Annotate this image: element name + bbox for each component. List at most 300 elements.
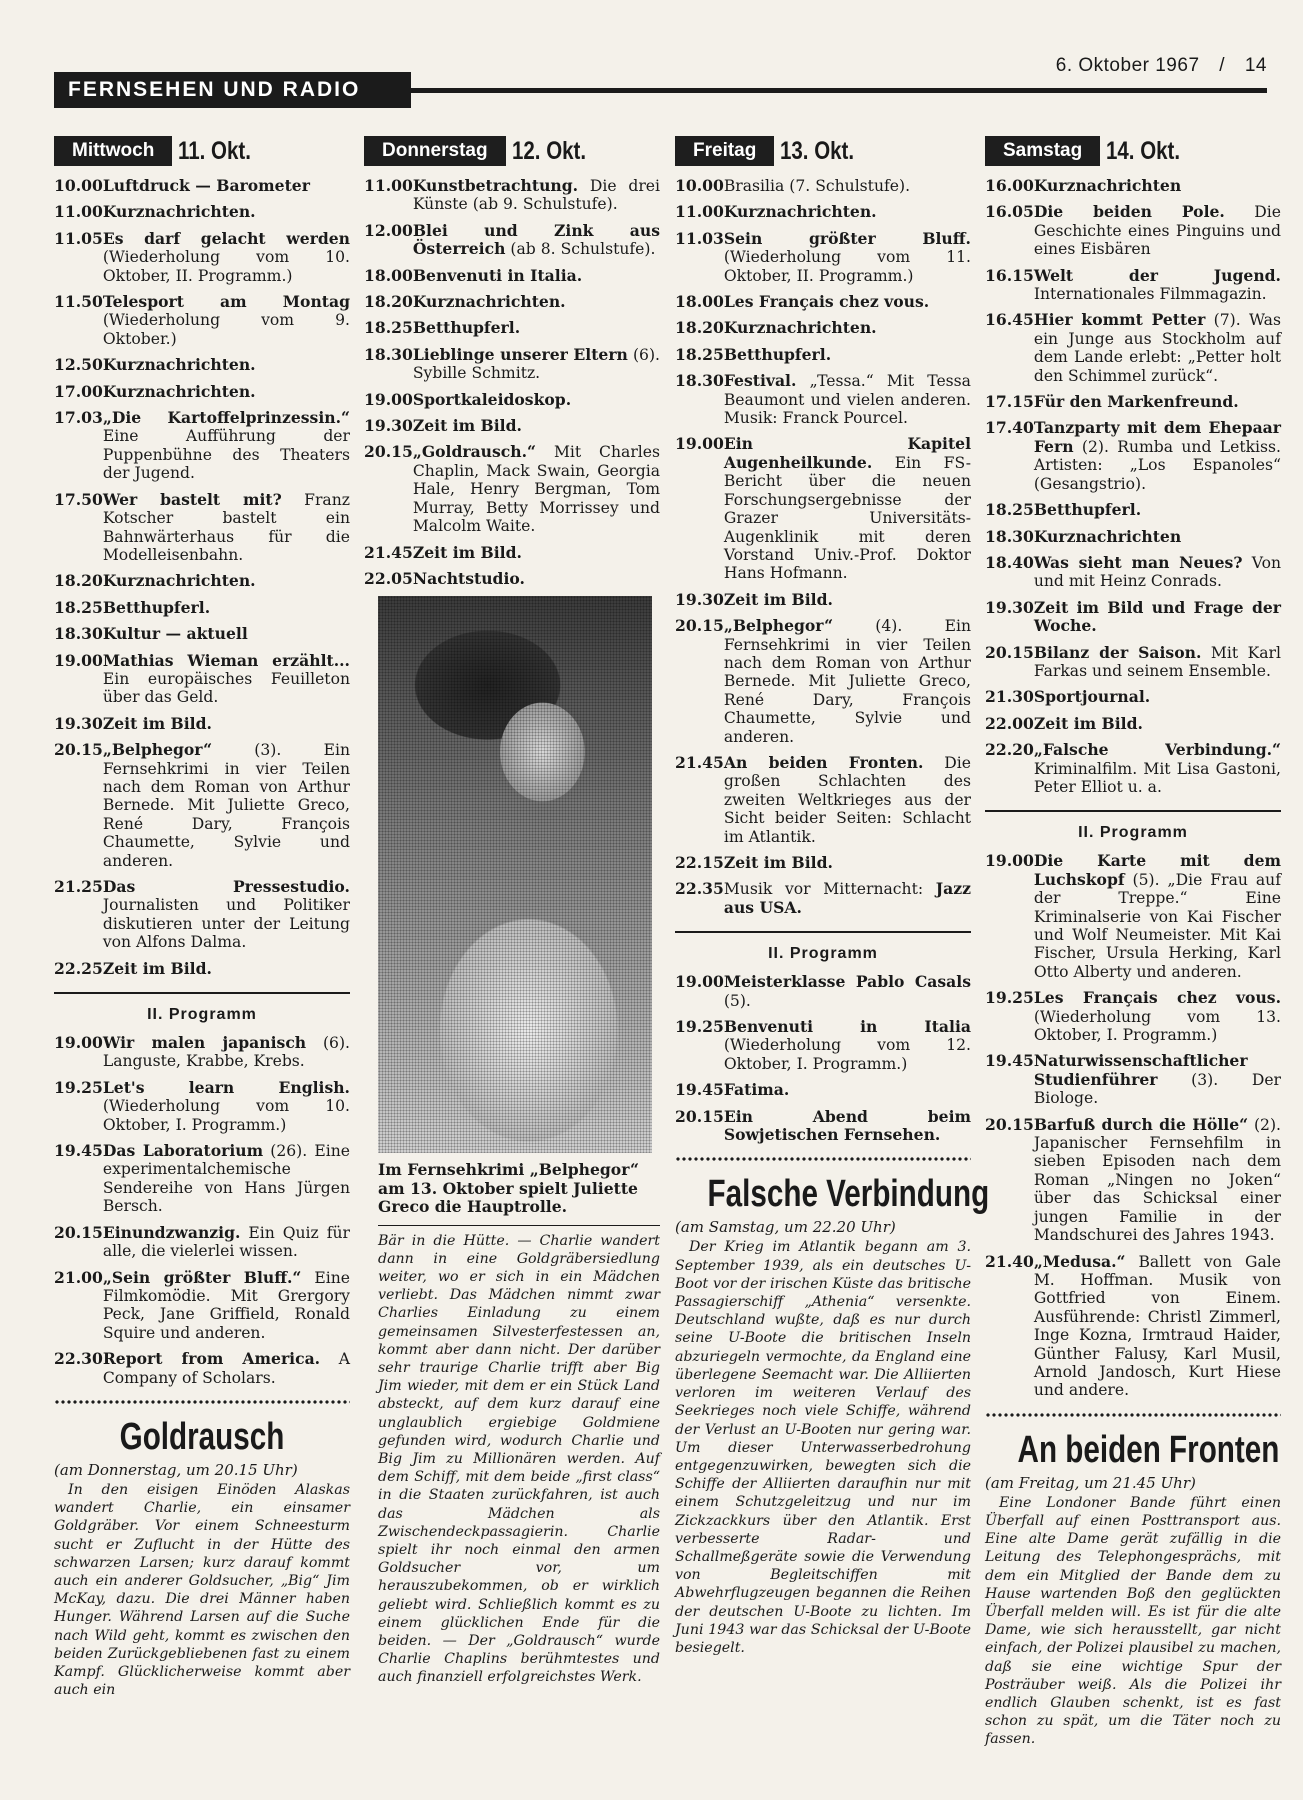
entry-description xyxy=(724,293,971,311)
entry-text: (Wiederholung vom 10. Oktober, II. Programm.) xyxy=(102,248,350,285)
entry-text: Die großen Schlachten des zweiten Weltkrieges aus der Sicht beider Seiten: Schlacht im Atlantik. xyxy=(723,753,971,846)
entry-time: 21.40 xyxy=(985,1251,1034,1271)
entry-description xyxy=(724,617,971,746)
schedule-list xyxy=(985,177,1281,796)
entry-description xyxy=(724,854,971,872)
entry-time: 16.05 xyxy=(985,202,1034,222)
entry-title: Telesport am Montag xyxy=(102,292,350,312)
entry-description xyxy=(103,230,350,285)
entry-text: (6). Sybille Schmitz. xyxy=(412,345,660,383)
entry-description xyxy=(724,1081,971,1099)
entry-description xyxy=(103,409,350,483)
entry-time: 19.45 xyxy=(985,1051,1034,1071)
schedule-entry xyxy=(675,1081,971,1099)
schedule-entry xyxy=(675,754,971,846)
schedule-entry xyxy=(54,652,350,707)
entry-description xyxy=(1034,688,1281,706)
entry-text: (3). Der Biologe. xyxy=(1033,1070,1281,1108)
entry-description xyxy=(103,741,350,870)
entry-description xyxy=(103,878,350,952)
schedule-entry xyxy=(675,435,971,582)
entry-title: Naturwissenschaftlicher Studienführer xyxy=(1033,1051,1248,1089)
entry-time: 18.25 xyxy=(675,344,724,364)
day-date: 12. Okt. xyxy=(511,136,586,165)
entry-text: Journalisten und Politiker diskutieren unter der Leitung von Alfons Dalma. xyxy=(102,896,350,952)
entry-title: Benvenuti in Italia. xyxy=(412,265,583,285)
entry-title: Kurznachrichten xyxy=(1033,176,1182,195)
entry-text: (Wiederholung vom 10. Oktober, I. Programm.) xyxy=(102,1097,350,1134)
entry-time: 11.05 xyxy=(54,228,103,248)
entry-description xyxy=(1034,393,1281,411)
entry-time: 19.25 xyxy=(54,1077,103,1097)
entry-time: 19.45 xyxy=(675,1080,724,1100)
schedule-entry xyxy=(364,267,660,285)
article-body-continued: Bär in die Hütte. — Charlie wandert dann in eine Goldgräbersiedlung weiter, wo er sich in ein Mädchen verliebt. Das Mädchen nimmt zwar Charlies Einladung zu einem gemeinsamen Silvesterfestessen an, kommt aber dann nicht. Der darüber sehr traurige Charlie trifft aber Big Jim wieder, mit dem er ein Stück Land absteckt, auf dem kurz darauf eine unglaublich ergiebige Goldmiene gefunden wird, wodurch Charlie und Big Jim zu Millionären werden. Auf dem Schiff, mit dem beide „first class“ in die Staaten zurückfahren, ist auch das Mädchen als Zwischendeckpassagierin. Charlie spielt ihr noch einmal den armen Goldsucher vor, um herauszubekommen, ob er wirklich geliebt wird. Schließlich kommt es zu einem glücklichen Ende für die beiden. — Der „Goldrausch“ wurde Charlie Chaplins berühmtestes und auch finanziell erfolgreichstes Werk. xyxy=(378,1232,660,1686)
entry-description xyxy=(1034,311,1281,385)
entry-title: Das Pressestudio. xyxy=(102,877,350,896)
entry-title: Blei und Zink aus Österreich xyxy=(412,220,660,259)
entry-time: 17.15 xyxy=(985,392,1034,412)
schedule-entry xyxy=(54,1269,350,1343)
entry-time: 22.15 xyxy=(675,853,724,872)
entry-time: 16.00 xyxy=(985,176,1034,195)
entry-title: „Die Kartoffelprinzessin.“ xyxy=(102,408,350,428)
article-body: Der Krieg im Atlantik begann am 3. September 1939, als ein deutsches U-Boot vor der irischen Küste das britische Passagierschiff „Athenia“ versenkte. Deutschland wußte, daß es nur durch seine U-Boote die britischen Inseln abzuriegeln vermochte, da England eine überlegene Seemacht war. Die Alliierten verloren im weiteren Verlauf des Seekrieges noch viele Schiffe, während der Verlust an U-Booten nur gering war. Um dieser Unterwasserbedrohung entgegenzuwirken, bewegten sich die Schiffe der Alliierten daraufhin nur mit einem Schutzgeleitzug und nur im Zickzackkurs über den Atlantik. Erst verbesserte Radar- und Schallmeßgeräte sowie die Verwendung von Begleitschiffen mit Abwehrflugzeugen begannen die Reihen der deutschen U-Boote zu lichten. Im Juni 1943 war das Schicksal der U-Boote besiegelt. xyxy=(675,1239,971,1656)
schedule-entry xyxy=(985,177,1281,195)
entry-description xyxy=(1034,554,1281,591)
entry-description xyxy=(103,177,350,195)
schedule-list xyxy=(364,177,660,588)
day-header xyxy=(985,135,1281,167)
entry-description xyxy=(103,203,350,221)
entry-time: 18.40 xyxy=(985,552,1034,572)
entry-title: „Medusa.“ xyxy=(1033,1251,1126,1271)
entry-title: Kurznachrichten. xyxy=(102,381,256,401)
schedule-entry xyxy=(985,528,1281,546)
entry-title: Les Français chez vous. xyxy=(723,292,930,312)
day-label: Donnerstag xyxy=(364,136,506,166)
entry-description xyxy=(103,356,350,374)
day-date: 11. Okt. xyxy=(178,136,252,165)
entry-description xyxy=(1034,989,1281,1044)
entry-text: Die Geschichte eines Pinguins und eines Eisbären xyxy=(1033,203,1281,259)
schedule-entry xyxy=(985,989,1281,1044)
entry-time: 19.00 xyxy=(675,972,724,992)
entry-title: Zeit im Bild. xyxy=(723,853,833,872)
entry-time: 20.15 xyxy=(364,442,413,462)
entry-title: Lieblinge unserer Eltern xyxy=(412,344,628,364)
entry-title: Was sieht man Neues? xyxy=(1033,552,1243,572)
entry-time: 20.15 xyxy=(54,740,103,760)
entry-time: 20.15 xyxy=(985,1114,1034,1134)
entry-title: Einundzwanzig. xyxy=(102,1222,241,1242)
entry-title: Betthupferl. xyxy=(1033,500,1142,520)
entry-text: Franz Kotscher bastelt ein Bahnwärterhaus für die Modelleisenbahn. xyxy=(102,490,350,564)
entry-title: Kultur — aktuell xyxy=(102,624,248,644)
entry-description xyxy=(413,346,660,383)
entry-description xyxy=(1034,177,1281,195)
entry-title: Meisterklasse Pablo Casals xyxy=(723,972,971,992)
schedule-entry xyxy=(364,570,660,588)
dotted-divider xyxy=(54,1399,350,1405)
schedule-entry xyxy=(364,391,660,409)
header-dateline xyxy=(1056,55,1267,77)
entry-title: „Falsche Verbindung.“ xyxy=(1033,740,1281,760)
entry-description xyxy=(1034,644,1281,681)
schedule-entry xyxy=(54,409,350,483)
entry-description xyxy=(103,1350,350,1387)
entry-title: Report from America. xyxy=(102,1349,321,1369)
entry-description xyxy=(1034,528,1281,546)
article-body: Eine Londoner Bande führt einen Überfall auf einen Posttransport aus. Eine alte Dame gerät zufällig in die Leitung des Telephongesprächs, mit dem ein Mitglied der Bande dem zu Hause wartenden Boß den geglückten Überfall melden will. Es ist für die alte Dame, wie sich herausstellt, gar nicht einfach, der Polizei plausibel zu machen, daß sie eine wichtige Spur der Posträuber weiß. Als die Polizei ihr endlich Glauben schenkt, ist es fast schon zu spät, um die Täter noch zu fassen. xyxy=(985,1494,1281,1748)
masthead-rule xyxy=(411,88,1267,93)
entry-time: 19.30 xyxy=(54,713,103,733)
entry-time: 21.25 xyxy=(54,877,103,896)
day-date: 13. Okt. xyxy=(780,136,855,165)
entry-time: 16.45 xyxy=(985,310,1034,330)
article-body: In den eisigen Einöden Alaskas wandert Charlie, ein einsamer Goldgräber. Vor einem Schneesturm sucht er Zuflucht in der Hütte des schwarzen Larsen; kurz darauf kommt auch ein anderer Goldsucher, „Big“ Jim McKay, dazu. Die drei Männer haben Hunger. Während Larsen auf die Suche nach Wild geht, kommt es zwischen den beiden Zurückgebliebenen fast zu einem Kampf. Glücklicherweise kommt aber auch ein xyxy=(54,1481,350,1699)
day-label: Mittwoch xyxy=(54,136,172,166)
entry-time: 17.50 xyxy=(54,489,103,509)
schedule-entry xyxy=(985,311,1281,385)
entry-description xyxy=(724,1018,971,1073)
entry-description xyxy=(103,572,350,590)
program2-list xyxy=(985,852,1281,1399)
entry-time: 18.20 xyxy=(54,571,103,591)
entry-text: (5). xyxy=(723,991,751,1010)
entry-description xyxy=(1034,267,1281,304)
article-subtitle: (am Donnerstag, um 20.15 Uhr) xyxy=(54,1460,298,1479)
entry-description xyxy=(724,880,971,917)
entry-title: Kurznachrichten. xyxy=(102,202,256,222)
entry-time: 18.00 xyxy=(364,265,413,285)
day-header xyxy=(364,135,660,167)
entry-title: Zeit im Bild und Frage der Woche. xyxy=(1033,597,1281,636)
article-subtitle: (am Freitag, um 21.45 Uhr) xyxy=(985,1473,1196,1492)
entry-title: „Belphegor“ xyxy=(723,616,834,636)
entry-text: (Wiederholung vom 13. Oktober, I. Programm.) xyxy=(1033,1007,1281,1045)
entry-description xyxy=(103,652,350,707)
entry-title: Bilanz der Saison. xyxy=(1033,642,1202,662)
entry-text: Die drei Künste (ab 9. Schulstufe). xyxy=(412,177,660,214)
entry-description xyxy=(413,443,660,535)
entry-time: 22.05 xyxy=(364,568,413,588)
schedule-entry xyxy=(985,741,1281,796)
schedule-entry xyxy=(54,1142,350,1216)
schedule-entry xyxy=(675,319,971,337)
entry-time: 11.00 xyxy=(675,202,724,222)
entry-description xyxy=(724,591,971,609)
schedule-entry xyxy=(985,644,1281,681)
entry-text: (Wiederholung vom 12. Oktober, I. Programm.) xyxy=(723,1036,971,1073)
schedule-entry xyxy=(364,293,660,311)
entry-time: 21.45 xyxy=(675,752,724,772)
schedule-entry xyxy=(54,383,350,401)
schedule-entry xyxy=(675,1018,971,1073)
entry-time: 17.40 xyxy=(985,418,1034,438)
entry-description xyxy=(413,417,660,435)
entry-text: Mit Charles Chaplin, Mack Swain, Georgia Hale, Henry Bergman, Tom Murray, Betty Morrissey und Malcolm Waite. xyxy=(412,443,660,536)
entry-time: 19.00 xyxy=(364,389,413,409)
entry-title: Les Français chez vous. xyxy=(1033,988,1281,1008)
schedule-entry xyxy=(675,177,971,195)
entry-description xyxy=(413,293,660,311)
entry-title: Betthupferl. xyxy=(102,597,211,617)
entry-time: 21.00 xyxy=(54,1267,103,1287)
article-title: An beiden Fronten xyxy=(1017,1428,1280,1471)
entry-title: Barfuß durch die Hölle“ xyxy=(1033,1114,1249,1134)
schedule-entry xyxy=(675,1108,971,1145)
entry-description xyxy=(103,1269,350,1343)
schedule-entry xyxy=(985,501,1281,519)
entry-title: Let's learn English. xyxy=(102,1077,350,1097)
column-donnerstag xyxy=(364,135,660,1687)
schedule-entry xyxy=(675,617,971,746)
entry-text: (4). Ein Fernsehkrimi in vier Teilen nach dem Roman von Arthur Bernede. Mit Juliette Greco, René Dary, François Chaumette, Sylvie und anderen. xyxy=(723,617,971,746)
entry-time: 21.45 xyxy=(364,542,413,562)
entry-description xyxy=(103,491,350,565)
entry-description xyxy=(724,372,971,427)
schedule-entry xyxy=(985,1052,1281,1107)
schedule-list xyxy=(675,177,971,917)
entry-description xyxy=(724,230,971,285)
entry-text: Kriminalfilm. Mit Lisa Gastoni, Peter Elliot u. a. xyxy=(1033,759,1281,796)
schedule-entry xyxy=(985,1253,1281,1400)
entry-title: „Goldrausch.“ xyxy=(412,442,537,462)
entry-description xyxy=(103,960,350,978)
entry-title: Hier kommt Petter xyxy=(1033,310,1206,330)
divider xyxy=(675,931,971,933)
entry-description xyxy=(1034,419,1281,493)
entry-time: 18.30 xyxy=(54,624,103,644)
entry-title: „Sein größter Bluff.“ xyxy=(102,1267,302,1287)
entry-time: 19.30 xyxy=(675,589,724,609)
entry-title: Ein Kapitel Augenheilkunde. xyxy=(723,434,971,472)
entry-title: Mathias Wieman erzählt... xyxy=(102,650,350,670)
entry-title: Zeit im Bild. xyxy=(102,958,212,978)
entry-time: 11.50 xyxy=(54,292,103,312)
entry-time: 19.25 xyxy=(985,988,1034,1008)
entry-title: Benvenuti in Italia xyxy=(723,1017,971,1037)
entry-description xyxy=(413,544,660,562)
entry-title-2: Jazz aus USA. xyxy=(723,879,971,917)
dotted-divider xyxy=(985,1412,1281,1418)
entry-title: Betthupferl. xyxy=(723,344,832,364)
section-title: FERNSEHEN UND RADIO xyxy=(68,78,361,101)
entry-description xyxy=(724,203,971,221)
entry-text: Brasilia (7. Schulstufe). xyxy=(723,177,911,195)
entry-title: Betthupferl. xyxy=(412,318,521,338)
entry-time: 11.00 xyxy=(54,202,103,222)
program2-list xyxy=(54,1034,350,1387)
entry-text: (Wiederholung vom 11. Oktober, II. Programm.) xyxy=(723,248,971,285)
schedule-entry xyxy=(54,1079,350,1134)
entry-time: 19.25 xyxy=(675,1017,724,1037)
entry-title: „Belphegor“ xyxy=(102,740,213,760)
entry-title: Es darf gelacht werden xyxy=(102,228,350,248)
schedule-entry xyxy=(54,203,350,221)
entry-time: 22.30 xyxy=(54,1349,103,1369)
entry-description xyxy=(103,1079,350,1134)
schedule-entry xyxy=(364,544,660,562)
entry-time: 18.25 xyxy=(54,597,103,617)
schedule-entry xyxy=(675,854,971,872)
entry-time: 22.25 xyxy=(54,958,103,978)
entry-text: (Wiederholung vom 9. Oktober.) xyxy=(102,311,350,348)
schedule-entry xyxy=(364,443,660,535)
column-mittwoch xyxy=(54,135,350,1699)
schedule-entry xyxy=(675,973,971,1010)
entry-title: Kurznachrichten xyxy=(1033,526,1182,546)
schedule-entry xyxy=(54,491,350,565)
program2-list xyxy=(675,973,971,1144)
schedule-entry xyxy=(985,715,1281,733)
entry-title: Kurznachrichten. xyxy=(102,571,256,591)
entry-description xyxy=(1034,741,1281,796)
entry-text: Mit Karl Farkas und seinem Ensemble. xyxy=(1033,643,1281,680)
entry-title: Zeit im Bild. xyxy=(102,713,212,733)
entry-time: 19.45 xyxy=(54,1141,103,1161)
entry-title: Sportjournal. xyxy=(1033,687,1151,707)
day-header xyxy=(54,135,350,167)
header-date: 6. Oktober 1967 xyxy=(1055,55,1200,76)
entry-title: Wir malen japanisch xyxy=(102,1033,307,1053)
entry-time: 19.00 xyxy=(985,851,1034,871)
schedule-entry xyxy=(54,1224,350,1261)
divider xyxy=(378,1225,660,1226)
article-subtitle: (am Samstag, um 22.20 Uhr) xyxy=(675,1218,896,1237)
schedule-entry xyxy=(54,599,350,617)
entry-text: Von und mit Heinz Conrads. xyxy=(1033,553,1281,591)
day-label: Samstag xyxy=(985,136,1100,166)
entry-time: 18.20 xyxy=(675,318,724,338)
program2-title: II. Programm xyxy=(768,945,878,963)
entry-text: Eine Aufführung der Puppenbühne des Theaters der Jugend. xyxy=(102,427,350,483)
entry-time: 22.35 xyxy=(675,879,724,899)
schedule-entry xyxy=(54,293,350,348)
entry-title: Die Karte mit dem Luchskopf xyxy=(1033,851,1281,889)
entry-time: 19.00 xyxy=(54,1033,103,1053)
entry-title: Wer bastelt mit? xyxy=(102,489,282,509)
section-masthead xyxy=(54,72,411,108)
entry-time: 18.25 xyxy=(985,500,1034,520)
entry-time: 20.15 xyxy=(675,616,724,636)
entry-title: Sportkaleidoskop. xyxy=(412,389,572,409)
entry-text: A Company of Scholars. xyxy=(102,1350,350,1387)
entry-text: Internationales Filmmagazin. xyxy=(1033,285,1267,304)
entry-time: 19.30 xyxy=(364,416,413,436)
day-label: Freitag xyxy=(675,136,774,166)
entry-description xyxy=(103,1034,350,1071)
entry-time: 12.50 xyxy=(54,355,103,375)
schedule-entry xyxy=(985,203,1281,258)
divider xyxy=(985,810,1281,812)
entry-text: Ein europäisches Feuilleton über das Geld. xyxy=(102,669,350,707)
schedule-entry xyxy=(364,222,660,259)
entry-time: 10.00 xyxy=(54,176,103,195)
entry-time: 11.03 xyxy=(675,228,724,248)
entry-description xyxy=(413,570,660,588)
entry-text: (6). Languste, Krabbe, Krebs. xyxy=(102,1034,350,1071)
article-title: Goldrausch xyxy=(119,1415,285,1458)
entry-title: Das Laboratorium xyxy=(102,1141,264,1161)
schedule-entry xyxy=(364,177,660,214)
schedule-entry xyxy=(985,1116,1281,1245)
entry-title: Festival. xyxy=(723,371,797,391)
schedule-entry xyxy=(54,1034,350,1071)
schedule-entry xyxy=(985,419,1281,493)
entry-text: „Tessa.“ Mit Tessa Beaumont und vielen anderen. Musik: Franck Pourcel. xyxy=(723,372,971,428)
entry-title: Nachtstudio. xyxy=(412,568,525,588)
entry-text: (7). Was ein Junge aus Stockholm auf dem Lande erlebt: „Petter holt den Schimmel zurück“. xyxy=(1033,311,1281,385)
entry-time: 20.15 xyxy=(675,1106,724,1126)
schedule-entry xyxy=(54,625,350,643)
schedule-entry xyxy=(54,715,350,733)
entry-description xyxy=(1034,501,1281,519)
entry-description xyxy=(103,293,350,348)
entry-title: Zeit im Bild. xyxy=(1033,713,1143,733)
column-freitag xyxy=(675,135,990,1657)
entry-title: Luftdruck — Barometer xyxy=(102,176,310,195)
entry-description xyxy=(1034,715,1281,733)
entry-text: (5). „Die Frau auf der Treppe.“ Eine Kriminalserie von Kai Fischer und Wolf Neumeister. Mit Kai Fischer, Ursula Herking, Karl Otto Alberty und anderen. xyxy=(1033,870,1281,981)
entry-time: 22.00 xyxy=(985,713,1034,733)
entry-description xyxy=(103,1142,350,1216)
entry-time: 18.30 xyxy=(675,371,724,391)
entry-text: (2). Rumba und Letkiss. Artisten: „Los Espanoles“ (Gesangstrio). xyxy=(1033,437,1281,493)
entry-title: An beiden Fronten. xyxy=(723,752,924,772)
entry-description xyxy=(103,1224,350,1261)
entry-title: Für den Markenfreund. xyxy=(1033,392,1239,412)
entry-text: Ein Quiz für alle, die vielerlei wissen. xyxy=(102,1223,350,1261)
entry-description xyxy=(724,435,971,582)
entry-title: Kurznachrichten. xyxy=(723,318,877,338)
entry-time: 12.00 xyxy=(364,220,413,240)
entry-title: Kurznachrichten. xyxy=(102,355,256,375)
entry-time: 20.15 xyxy=(985,642,1034,662)
entry-title: Zeit im Bild. xyxy=(412,416,522,436)
entry-description xyxy=(724,319,971,337)
entry-time: 11.00 xyxy=(364,176,413,195)
program2-title: II. Programm xyxy=(1078,824,1188,842)
entry-time: 22.20 xyxy=(985,740,1034,760)
entry-description xyxy=(413,267,660,285)
entry-description xyxy=(724,973,971,1010)
schedule-entry xyxy=(985,267,1281,304)
entry-text: (2). Japanischer Fernsehfilm in sieben Episoden nach dem Roman „Ningen no Joken“ über das Schicksal einer jungen Familie in der Mandschurei des Jahres 1943. xyxy=(1033,1115,1281,1245)
entry-text: (ab 8. Schulstufe). xyxy=(510,240,656,259)
entry-title: Die beiden Pole. xyxy=(1033,202,1225,222)
entry-description xyxy=(103,599,350,617)
schedule-entry xyxy=(364,346,660,383)
schedule-entry xyxy=(54,356,350,374)
entry-text: Musik vor Mitternacht: xyxy=(723,880,924,899)
entry-description xyxy=(413,177,660,214)
schedule-list xyxy=(54,177,350,978)
header-separator: / xyxy=(1219,55,1226,76)
entry-time: 16.15 xyxy=(985,265,1034,285)
schedule-entry xyxy=(985,852,1281,981)
entry-time: 19.00 xyxy=(675,434,724,454)
entry-time: 17.03 xyxy=(54,408,103,428)
entry-description xyxy=(724,754,971,846)
entry-description xyxy=(103,383,350,401)
schedule-entry xyxy=(985,554,1281,591)
entry-title: Ein Abend beim Sowjetischen Fernsehen. xyxy=(723,1106,971,1145)
photo-caption: Im Fernsehkrimi „Belphegor“ am 13. Oktober spielt Juliette Greco die Hauptrolle. xyxy=(378,1160,639,1217)
entry-text: (3). Ein Fernsehkrimi in vier Teilen nach dem Roman von Arthur Bernede. Mit Juliette Greco, René Dary, François Chaumette, Sylvie und anderen. xyxy=(102,741,350,870)
entry-title: Zeit im Bild. xyxy=(723,589,833,609)
